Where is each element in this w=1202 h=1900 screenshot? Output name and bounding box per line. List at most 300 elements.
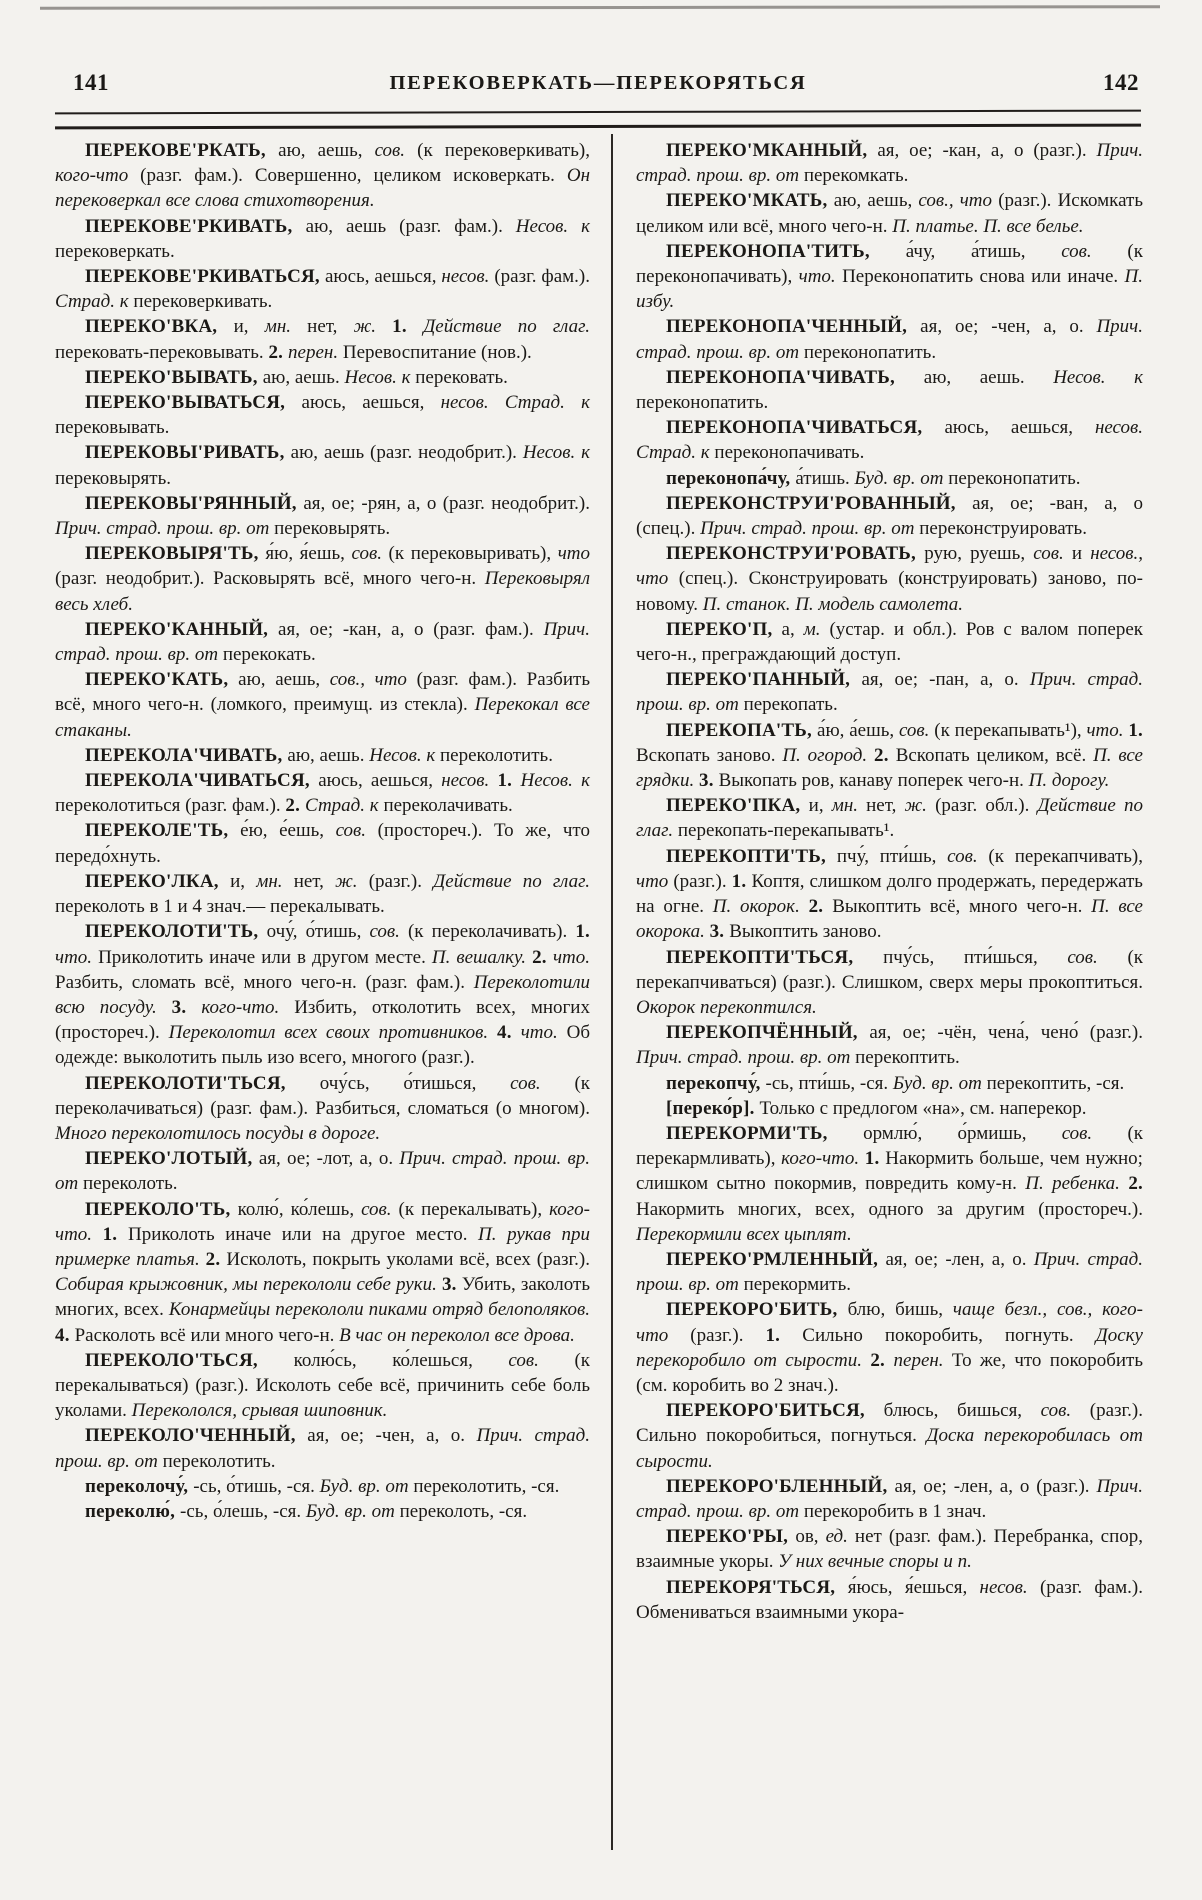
dictionary-entry (55, 138, 590, 214)
entry-run: Много переколотилось посуды в дороге. (55, 1122, 381, 1144)
entry-run: переколотить. (162, 1450, 276, 1472)
entry-run: переколотиться (разг. фам.). (55, 795, 286, 817)
entry-run: Действие по глаг. (636, 795, 1143, 842)
entry-run: Расколоть всё или много чего-н. (74, 1324, 340, 1346)
entry-run: аю, аешь. (262, 366, 345, 388)
entry-run: Коптя, слишком долго продержать, передержать на огне. (636, 870, 1143, 918)
entry-run: ая, ое; -лен, а, о (разг.). (894, 1475, 1097, 1497)
entry-run: ая, ое; -ван, а, о (спец.). (636, 492, 1143, 540)
dictionary-entry (55, 617, 590, 667)
entry-headword: ПЕРЕКОРО'БЛЕННЫЙ, (666, 1475, 895, 1497)
entry-run: перековеркивать. (133, 291, 273, 313)
entry-run: Прич. страд. прош. вр. от (55, 618, 590, 666)
entry-run: 1. (102, 1223, 129, 1245)
entry-run: переконопатить. (636, 392, 769, 414)
entry-run: Окорок перекоптился. (636, 996, 817, 1018)
entry-run: сов. (1040, 1400, 1090, 1422)
entry-run: (разг.). (690, 1324, 766, 1346)
entry-headword: ПЕРЕКОЛО'ТЬ, (85, 1198, 238, 1220)
entry-run: Перекололся, срывая шиповник. (131, 1400, 388, 1422)
dictionary-entry (55, 1499, 590, 1524)
entry-run: Разбить, сломать всё, много чего-н. (разг. фам.). (55, 971, 474, 993)
entry-run: (спец.). Сконструировать (конструировать) заново, по-новому. (636, 568, 1143, 615)
entry-run: и, (230, 870, 257, 892)
running-title: ПЕРЕКОВЕРКАТЬ—ПЕРЕКОРЯТЬСЯ (389, 72, 807, 94)
entry-run: Прич. страд. прош. вр. от (636, 669, 1143, 716)
entry-run: сов. (1067, 946, 1128, 968)
entry-run: Сильно покоробить, погнуть. (802, 1324, 1096, 1346)
entry-run: кого-что. (781, 1148, 865, 1170)
entry-run: ая, ое; -чен, а, о. (920, 316, 1097, 338)
entry-run: несов. Страд. к (440, 392, 590, 414)
entry-run: ж. (353, 316, 393, 338)
entry-headword: ПЕРЕКО'МКАТЬ, (666, 190, 834, 212)
dictionary-entry (636, 1575, 1143, 1625)
entry-run: П. дорогу. (1028, 770, 1110, 792)
entry-run: 2. (532, 946, 553, 968)
entry-run: Накормить многих, всех, одного за другим (простореч.). (636, 1198, 1143, 1220)
dictionary-entry (55, 1197, 590, 1348)
entry-run: кого-что (55, 165, 141, 187)
entry-run: аюсь, аешься, (944, 417, 1095, 439)
entry-run: очу́сь, о́тишься, (319, 1072, 511, 1094)
entry-run: что. (1086, 719, 1129, 741)
entry-headword: ПЕРЕКОНСТРУИ'РОВАННЫЙ, (666, 492, 973, 514)
entry-headword: ПЕРЕКОРЯ'ТЬСЯ, (666, 1576, 848, 1598)
entry-run: Выкоптить заново. (729, 921, 882, 943)
entry-run: перековать-перековывать. (55, 341, 269, 363)
entry-run: 1. (1128, 719, 1144, 741)
entry-run: (разг. обл.). (935, 795, 1038, 817)
entry-run: аю, аешь. (923, 366, 1054, 388)
dictionary-entry (55, 768, 590, 818)
entry-run: То же, что покоробить (см. коробить во 2 знач.). (636, 1349, 1144, 1396)
entry-run: я́юсь, я́ешься, (847, 1576, 980, 1598)
entry-run: несов. (979, 1576, 1040, 1598)
dictionary-entry (55, 491, 590, 541)
entry-run: сов. (351, 543, 389, 565)
entry-run: ая, ое; -кан, а, о (разг.). (877, 140, 1097, 161)
entry-run: несов. (441, 266, 495, 288)
entry-headword: ПЕРЕКОЛО'ЧЕННЫЙ, (85, 1425, 308, 1447)
entry-run: переколоть. (82, 1173, 178, 1195)
entry-run: 1. (497, 770, 521, 792)
entry-run: перен. (288, 341, 343, 363)
entry-run: и, (808, 795, 832, 817)
entry-run: Об одежде: выколотить пыль изо всего, многого (разг.). (55, 1022, 591, 1069)
entry-run: (к перекармливать), (636, 1122, 1143, 1170)
entry-run: ед. (825, 1526, 855, 1548)
entry-run: П. ребенка. (1025, 1173, 1129, 1195)
entry-headword: переколю́, (85, 1500, 181, 1522)
entry-run: Накормить больше, чем нужно; слишком сытно покормив, повредить кому-н. (636, 1148, 1143, 1195)
entry-run: Страд. к (305, 795, 384, 817)
entry-run: сов. (508, 1349, 575, 1371)
entry-headword: ПЕРЕКОПА'ТЬ, (666, 719, 818, 741)
entry-run: Несов. к (344, 366, 416, 388)
dictionary-entry (636, 617, 1143, 667)
entry-headword: ПЕРЕКОЛОТИ'ТЬ, (85, 921, 267, 943)
entry-run: 2. (808, 896, 833, 918)
entry-run: П. рукав при примерке платья. (55, 1223, 590, 1270)
entry-run: Вскопать заново. (636, 744, 783, 766)
entry-headword: ПЕРЕКО'ВКА, (85, 316, 234, 338)
entry-run: сов. (374, 140, 418, 161)
entry-run: очу́, о́тишь, (266, 921, 370, 943)
entry-run: Переконопатить снова или иначе. (842, 266, 1125, 288)
entry-run: аю, аешь. (287, 744, 370, 766)
dictionary-entry (55, 541, 590, 617)
entry-run: а, (781, 618, 804, 640)
entry-run: П. все грядки. (636, 744, 1143, 792)
entry-run: сов. (898, 719, 935, 741)
entry-run: а́тишь. (795, 467, 855, 489)
entry-run: 2. (874, 744, 896, 766)
entry-run: переконопатить. (948, 467, 1081, 489)
entry-run: а́ю, а́ешь, (817, 719, 899, 741)
entry-run: переколоть, -ся. (399, 1500, 528, 1522)
entry-run: Страд. к (55, 291, 134, 313)
entry-run: (к перекапчивать), (988, 845, 1143, 867)
entry-run: Прич. страд. прош. вр. от (636, 140, 1144, 187)
entry-run: Переколотили всю посуду. (55, 971, 590, 1018)
entry-run: П. платье. П. все белье. (892, 215, 1084, 237)
entry-run: Выкопать ров, канаву поперек чего-н. (718, 770, 1029, 792)
entry-run: (к перекалывать), (398, 1198, 550, 1220)
dictionary-entry (636, 667, 1143, 717)
dictionary-entry (636, 188, 1143, 238)
entry-run: нет, (866, 795, 905, 817)
entry-run: мн. (831, 795, 867, 817)
entry-run: переколотить, -ся. (413, 1475, 560, 1497)
entry-run: перекоптить, -ся. (986, 1072, 1125, 1094)
entry-run: 1. (575, 921, 590, 943)
entry-run: перековать. (415, 366, 508, 388)
dictionary-entry (55, 1146, 590, 1196)
header-rule (55, 110, 1141, 130)
entry-run: (разг. фам.). Разбить всё, много чего-н. (ломкого, преимущ. из стекла). (55, 669, 590, 716)
entry-run: Вскопать целиком, всё. (895, 744, 1094, 766)
entry-run: ж. (904, 795, 936, 817)
dictionary-entry (636, 844, 1143, 945)
entry-run: 3. (441, 1274, 462, 1296)
dictionary-entry (55, 1071, 590, 1147)
entry-run: ая, ое; -кан, а, о (разг. фам.). (278, 618, 544, 640)
entry-run: (к перековыривать), (388, 543, 558, 565)
entry-run: несов., что (636, 543, 1144, 590)
dictionary-entry (55, 214, 590, 264)
entry-run: Прич. страд. прош. вр. от (700, 518, 920, 540)
page-number-right: 142 (1103, 70, 1139, 95)
entry-run: Конармейцы перекололи пиками отряд белополяков. (168, 1299, 590, 1321)
entry-run: Только с предлогом «на», см. наперекор. (759, 1097, 1087, 1119)
entry-run: колю́, ко́лешь, (237, 1198, 362, 1220)
entry-run: блюсь, бишься, (883, 1400, 1041, 1422)
entry-headword: ПЕРЕКОНОПА'ЧИВАТЬСЯ, (666, 417, 945, 439)
entry-run: кого-что. (55, 1198, 590, 1245)
entry-run: Буд. вр. от (319, 1475, 414, 1497)
entry-run: 4. (497, 1022, 521, 1044)
entry-run: 1. (392, 316, 424, 338)
entry-run: Буд. вр. от (305, 1500, 400, 1522)
entry-headword: ПЕРЕКОЛА'ЧИВАТЬСЯ, (85, 770, 319, 792)
dictionary-entry (636, 793, 1143, 843)
entry-run: перен. (893, 1349, 952, 1371)
entry-run: (разг. фам.). Совершенно, целиком исковеркать. (140, 165, 567, 187)
dictionary-entry (636, 466, 1143, 491)
entry-headword: ПЕРЕКОПТИ'ТЬСЯ, (666, 946, 884, 968)
dictionary-entry (55, 1474, 590, 1499)
dictionary-entry (55, 365, 590, 390)
dictionary-entry (55, 440, 590, 490)
entry-headword: ПЕРЕКОВЕ'РКАТЬ, (85, 140, 279, 161)
entry-run: сов. (335, 820, 378, 842)
entry-run: сов., что (329, 669, 417, 691)
entry-run: перекоробить в 1 знач. (803, 1500, 987, 1522)
entry-headword: ПЕРЕКОРМИ'ТЬ, (666, 1122, 864, 1144)
dictionary-entry (636, 239, 1143, 315)
entry-run: Переколотил всех своих противников. (168, 1022, 498, 1044)
entry-run: нет, (307, 316, 354, 338)
entry-run: переконопачивать. (714, 442, 865, 464)
entry-run: что. (520, 1022, 567, 1044)
entry-run: 3. (171, 996, 202, 1018)
entry-run: ая, ое; -чен, а, о. (307, 1425, 477, 1447)
dictionary-entry (636, 945, 1143, 1021)
entry-run: Прич. страд. прош. вр. от (636, 1248, 1143, 1296)
entry-run: сов. (369, 921, 408, 943)
entry-run: пчу́, пти́шь, (836, 845, 948, 867)
entry-headword: ПЕРЕКО'ПАННЫЙ, (666, 669, 862, 691)
entry-run: П. избу. (636, 266, 1144, 313)
entry-run: Буд. вр. от (892, 1072, 987, 1094)
entry-run: ов, (795, 1526, 826, 1548)
entry-run: П. окорок. (712, 896, 809, 918)
dictionary-entry (55, 667, 590, 743)
entry-run: сов., что (918, 190, 999, 212)
entry-headword: ПЕРЕКОНОПА'ЧИВАТЬ, (666, 366, 924, 388)
entry-headword: ПЕРЕКОЛОТИ'ТЬСЯ, (85, 1072, 320, 1094)
entry-run: Перековырял весь хлеб. (55, 568, 590, 615)
entry-run: что. (55, 946, 99, 968)
entry-run: Исколоть, покрыть уколами всё, всех (разг.). (226, 1248, 591, 1270)
entry-run: Прич. страд. прош. вр. от (636, 1475, 1143, 1522)
page-number-left: 141 (73, 70, 109, 95)
entry-run: (к переколачиваться) (разг. фам.). Разбиться, сломаться (о многом). (55, 1072, 590, 1119)
dictionary-entry (636, 718, 1143, 794)
entry-headword: [переко́р]. (666, 1097, 760, 1119)
entry-headword: ПЕРЕКОРО'БИТЬСЯ, (666, 1400, 884, 1422)
dictionary-entry (636, 365, 1143, 415)
entry-headword: ПЕРЕКОЛЕ'ТЬ, (85, 820, 241, 842)
entry-run: перекопать-перекапывать¹. (677, 820, 895, 842)
entry-run: Выкоптить всё, много чего-н. (832, 896, 1092, 918)
entry-run: что (557, 543, 590, 565)
entry-run: Действие по глаг. (423, 316, 590, 338)
entry-headword: ПЕРЕКО'ВЫВАТЬСЯ, (85, 392, 302, 414)
dictionary-entry (636, 1020, 1143, 1070)
entry-run: нет, (293, 870, 336, 892)
entry-run: 2. (268, 341, 289, 363)
entry-run: (разг.). (368, 870, 434, 892)
entry-run: аю, аешь, (278, 140, 375, 161)
entry-run: (разг.). Искомкать целиком или всё, много чего-н. (636, 190, 1144, 237)
entry-run: 1. (765, 1324, 803, 1346)
entry-run: Убить, заколоть многих, всех. (55, 1274, 590, 1321)
entry-run: перековырять. (274, 518, 391, 540)
entry-run: П. станок. П. модель самолета. (702, 593, 964, 615)
entry-run: аюсь, аешься, (301, 392, 441, 414)
entry-headword: переконопа́чу, (666, 467, 796, 489)
entry-run: -сь, о́тишь, -ся. (193, 1475, 320, 1497)
entry-run: В час он переколол все дрова. (339, 1324, 575, 1346)
entry-run: что (636, 870, 674, 892)
entry-headword: ПЕРЕКО'ПКА, (666, 795, 809, 817)
dictionary-entry (55, 1348, 590, 1424)
entry-run: Несов. к (520, 770, 590, 792)
entry-run: ая, ое; -лен, а, о. (885, 1248, 1034, 1270)
entry-run: ая, ое; -пан, а, о. (861, 669, 1030, 691)
entry-run: 2. (1128, 1173, 1143, 1195)
entry-run: перекомкать. (803, 165, 909, 187)
entry-headword: ПЕРЕКОНОПА'ТИТЬ, (666, 240, 906, 262)
entry-run: аюсь, аешься, (318, 770, 442, 792)
entry-run: перекормить. (743, 1274, 851, 1296)
entry-run: -сь, о́лешь, -ся. (180, 1500, 306, 1522)
entry-run: (разг. фам.). (494, 266, 590, 288)
entry-run: Несов. к (515, 215, 590, 237)
entry-run: мн. (264, 316, 308, 338)
entry-run: переколачивать. (383, 795, 513, 817)
entry-run: м. (803, 618, 830, 640)
dictionary-entry (636, 491, 1143, 541)
entry-run: У них вечные споры и п. (778, 1551, 972, 1573)
entry-headword: ПЕРЕКОНСТРУИ'РОВАТЬ, (666, 543, 925, 565)
entry-run: сов. (510, 1072, 575, 1094)
entry-headword: ПЕРЕКО'ЛКА, (85, 870, 231, 892)
entry-headword: ПЕРЕКО'ЛОТЫЙ, (85, 1148, 259, 1170)
entry-headword: ПЕРЕКОВЫ'РЯННЫЙ, (85, 492, 304, 514)
entry-headword: ПЕРЕКОЛА'ЧИВАТЬ, (85, 744, 288, 766)
dictionary-entry (636, 314, 1143, 364)
entry-run: Доска перекоробилась от сырости. (636, 1425, 1143, 1472)
entry-run: переконопатить. (803, 341, 937, 363)
dictionary-entry (55, 390, 590, 440)
entry-run: Несов. к (1053, 366, 1144, 388)
page-header (55, 66, 1141, 106)
column-right (636, 138, 1143, 1625)
entry-headword: ПЕРЕКО'КАННЫЙ, (85, 618, 279, 640)
entry-run: ая, ое; -лот, а, о. (258, 1148, 400, 1170)
entry-run: (к переконопачивать), (636, 240, 1143, 288)
entry-run: аю, аешь, (833, 190, 919, 212)
entry-headword: ПЕРЕКОВЫ'РИВАТЬ, (85, 442, 291, 464)
entry-headword: ПЕРЕКО'П, (666, 618, 782, 640)
entry-run: (к перековеркивать), (417, 140, 590, 161)
entry-run: Прич. страд. прош. вр. от (636, 316, 1143, 363)
dictionary-entry (636, 541, 1143, 617)
entry-run: (к переколачивать). (407, 921, 576, 943)
entry-run: и (1071, 543, 1091, 565)
entry-run: пчу́сь, пти́шься, (883, 946, 1068, 968)
entry-run: 4. (55, 1324, 75, 1346)
entry-headword: ПЕРЕКОВЕ'РКИВАТЬСЯ, (85, 266, 325, 288)
entry-run: Собирая крыжовник, мы перекололи себе руки. (55, 1274, 442, 1296)
entry-run: аю, аешь (разг. фам.). (305, 215, 516, 237)
entry-headword: ПЕРЕКОЛО'ТЬСЯ, (85, 1349, 294, 1371)
entry-run: ая, ое; -чён, чена́, чено́ (разг.). (869, 1022, 1144, 1044)
dictionary-entry (55, 743, 590, 768)
entry-run: кого-что. (201, 996, 295, 1018)
entry-run: а́чу, а́тишь, (905, 240, 1062, 262)
entry-run: Прич. страд. прош. вр. от (55, 1148, 590, 1195)
entry-headword: ПЕРЕКО'РЫ, (666, 1526, 796, 1548)
entry-run: Перевоспитание (нов.). (342, 341, 532, 363)
entry-headword: ПЕРЕКОВЫРЯ'ТЬ, (85, 543, 266, 565)
entry-run: Приколоть иначе или на другое место. (128, 1223, 479, 1245)
entry-run: 2. (285, 795, 306, 817)
dictionary-entry (55, 818, 590, 868)
entry-run: (разг.). (673, 870, 732, 892)
entry-run: перековырять. (55, 467, 171, 489)
entry-headword: ПЕРЕКОПЧЁННЫЙ, (666, 1022, 870, 1044)
dictionary-entry (636, 138, 1143, 188)
entry-run: (разг.). Сильно покоробиться, погнуться. (636, 1400, 1143, 1447)
entry-run: е́ю, е́ешь, (240, 820, 336, 842)
entry-run: аюсь, аешься, (324, 266, 442, 288)
entry-run: (устар. и обл.). Ров с валом поперек чего-н., преграждающий доступ. (636, 618, 1143, 666)
dictionary-entry (636, 1096, 1143, 1121)
entry-run: несов. (441, 770, 498, 792)
entry-run: (разг. неодобрит.). Расковырять всё, много чего-н. (55, 568, 485, 590)
entry-run: аю, аешь (разг. неодобрит.). (290, 442, 523, 464)
entry-run: перековывать. (55, 417, 170, 439)
column-left (55, 138, 590, 1524)
entry-headword: перекопчу́, (666, 1072, 766, 1094)
dictionary-entry (636, 1121, 1143, 1247)
entry-run: (к перекапчиваться) (разг.). Слишком, сверх меры прокоптиться. (636, 946, 1143, 993)
entry-run: что. (552, 946, 591, 968)
entry-run: перекопать. (743, 694, 838, 716)
entry-run: (простореч.). То же, что передо́хнуть. (55, 820, 590, 867)
entry-run: Буд. вр. от (854, 467, 949, 489)
entry-run: 3. (699, 770, 719, 792)
entry-run: 3. (709, 921, 730, 943)
entry-run: несов. Страд. к (636, 417, 1144, 464)
entry-headword: ПЕРЕКОПТИ'ТЬ, (666, 845, 837, 867)
entry-run: ая, ое; -рян, а, о (разг. неодобрит.). (303, 492, 590, 514)
entry-run: Прич. страд. прош. вр. от (55, 1425, 590, 1472)
entry-run: переколотить. (439, 744, 553, 766)
entry-run: нет (разг. фам.). Перебранка, спор, взаимные укоры. (636, 1526, 1143, 1573)
entry-run: П. все окорока. (636, 896, 1143, 943)
entry-run: П. огород. (782, 744, 874, 766)
entry-run: Перекормили всех цыплят. (636, 1223, 852, 1245)
entry-run: что. (798, 266, 843, 288)
entry-run: мн. (256, 870, 294, 892)
entry-run: блю, бишь, (847, 1299, 953, 1321)
entry-headword: ПЕРЕКОНОПА'ЧЕННЫЙ, (666, 316, 921, 338)
entry-run: сов. (947, 845, 989, 867)
entry-headword: ПЕРЕКОРО'БИТЬ, (666, 1299, 848, 1321)
entry-run: 1. (731, 870, 752, 892)
entry-run: чаще безл., сов., кого-что (636, 1299, 1143, 1346)
entry-run: аю, аешь, (238, 669, 330, 691)
entry-run: 1. (864, 1148, 886, 1170)
entry-run: (к перекапывать¹), (934, 719, 1087, 741)
entry-run: и, (233, 316, 265, 338)
entry-run: Несов. к (522, 442, 591, 464)
